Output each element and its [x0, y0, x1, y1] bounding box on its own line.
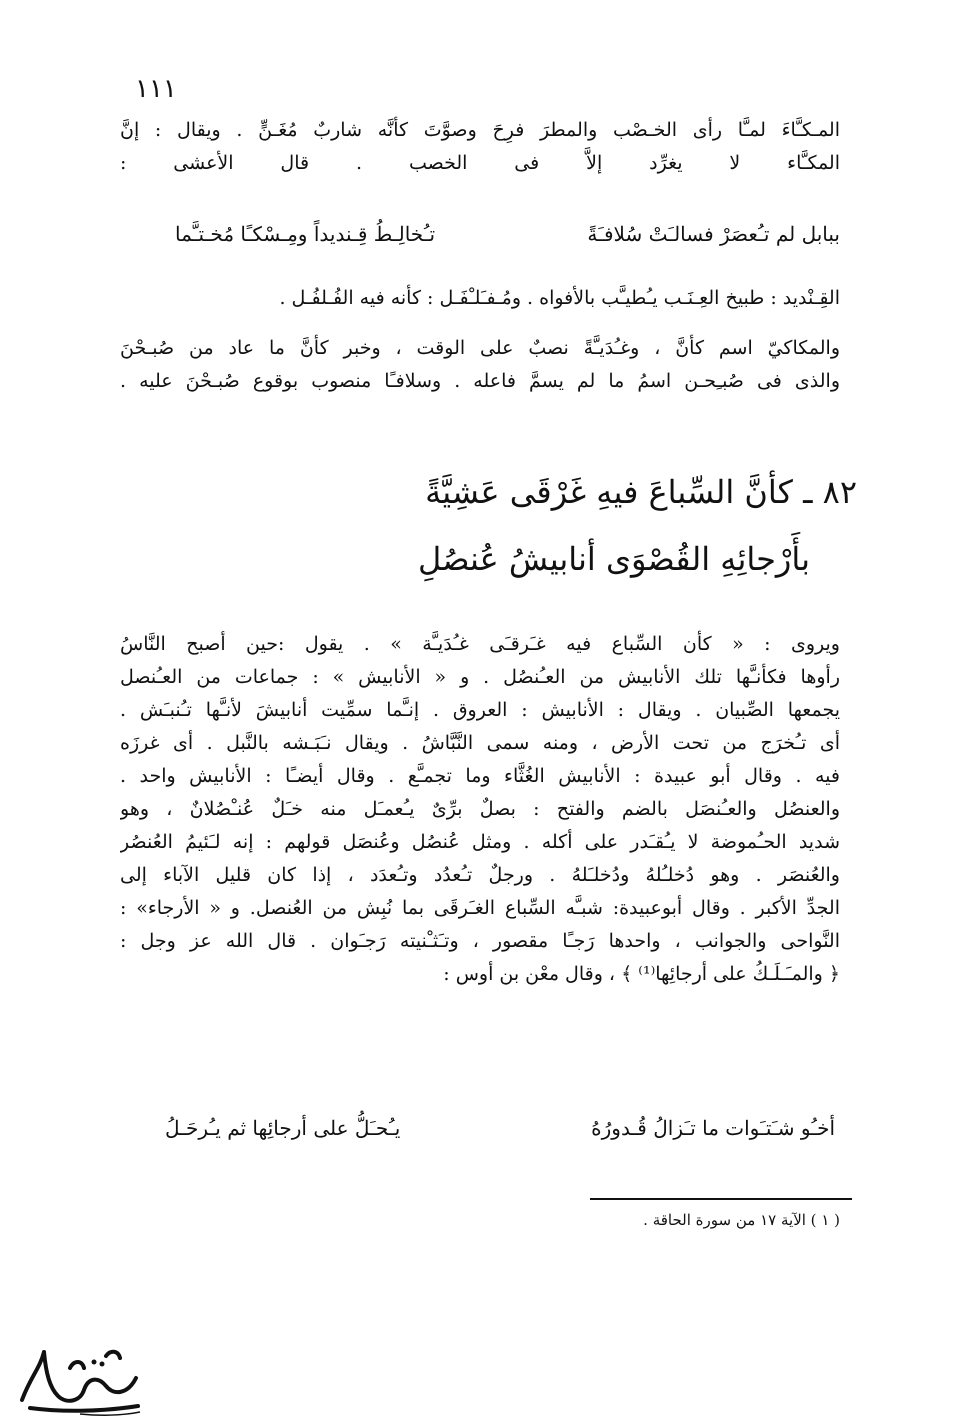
footnote: ( ١ ) الآية ١٧ من سورة الحاقة .	[643, 1211, 840, 1229]
intro-paragraph	[120, 114, 840, 180]
commentary-line: شديد الحـُموضة لا يـُقـَدر على أكله . ومثل عُنصُل وعُنصَل قولهم : إنه لـَئيمُ العُنصُر	[120, 831, 840, 853]
commentary-line: النَّواحى والجوانب ، واحدها رَجـًا مقصور ، وتـَثـْنيته رَجـَوان . قال الله عز وجل :	[120, 930, 840, 952]
grammar-line: والذى فى صُبـِحـن اسمُ ما لم يسمَّ فاعله . وسلافـًا منصوب بوقوع صُبـحْنَ عليه .	[120, 370, 840, 392]
commentary-line: فيه . وقال أبو عبيدة : الأنابيش الغُثَّاء وما تجمـَّع . وقال أيضـًا : الأنابيش واحد .	[120, 765, 840, 787]
commentary-line: الجدِّ الأكبر . وقال أبوعبيدة: شبـَّه السِّباع الغـَرقَى بما نُبِش من العُنصل. و « الأرجاء» :	[120, 897, 840, 919]
commentary-line: ﴿ والمـَـلَـكُ على أرجائِها⁽¹⁾ ﴾ ، وقال معْن بن أوس :	[443, 963, 840, 985]
poem-verse-line-1: ٨٢ ـ كأنَّ السِّباعَ فيهِ غَرْقَى عَشِيَّةً	[425, 473, 857, 511]
gloss-line: القِـنْديد : طبيخ العِـنَـب يـُطيـَّب بالأفواه . ومُـفـَلـْفَـل : كأنه فيه الفُـلفُـل .	[279, 287, 840, 309]
commentary-line: ويروى : « كأن السِّباع فيه غـَرقـَى غـُدَيـَّة » . يقول :حين أصبح النَّاسُ	[120, 633, 840, 655]
commentary-line: والعنصُل والعـُنصَل بالضم والفتح : بصلٌ برِّىٌ يـُعمـَل منه خـَلٌ عُنـْصُلانٌ ، وهو	[120, 798, 840, 820]
commentary-line: يجمعها الصِّبيان . ويقال : الأنابيش : العروق . إنـَّما سمِّيت أنابيشَ لأنـَّها تـُنبـَش .	[120, 699, 840, 721]
publisher-calligraphy-logo-icon	[10, 1338, 150, 1420]
commentary-paragraph	[120, 628, 840, 991]
poem-verse-line-2: بأَرْجائِهِ القُصْوَى أنابيشُ عُنصُلِ	[417, 540, 810, 578]
verse-second-hemistich: يـُحـَلُّ على أرجائِها ثم يـُرحَـلُ	[165, 1116, 401, 1140]
commentary-line: أى تـُخرَج من تحت الأرض ، ومنه سمى النَّبَّاشُ . ويقال نـَبَـشه بالنَّبل . أى غرزَه	[120, 732, 840, 754]
grammar-line: والمكاكيّ اسم كأنَّ ، وغـُدَيـَّةً نصبٌ على الوقت ، وخبر كأنَّ ما عاد من صُبـحْنَ	[120, 337, 840, 359]
intro-line: المكـَّاء لا يغرِّد إلاَّ فى الخصب . قال الأعشى :	[120, 152, 840, 174]
verse-first-hemistich: أخـُو شـَتـَوات ما تـَزالُ قُـدورُهُ	[591, 1116, 835, 1140]
page-number: ١١١	[135, 74, 177, 104]
verse-second-hemistich: تـُخالِـطُ قِـنديداً ومِـسْكـًا مُخـتـَّما	[175, 222, 436, 246]
commentary-line: والعُنصَر . وهو دُخلـُلهُ ودُخلـَلهُ . ورجلٌ تـُعدُد وتـُعدَد ، إذا كان قليل الآباء إلى	[120, 864, 840, 886]
footnote-divider	[590, 1198, 852, 1200]
grammar-paragraph	[120, 332, 840, 398]
intro-line: المـكـَّاءَ لمـَّا رأى الخـصْب والمطرَ فرِحَ وصوَّتَ كأنَّه شاربٌ مُغَـنٍّ . ويقال : إنَّ	[120, 119, 840, 141]
commentary-line: رأوها فكأنـَّها تلك الأنابيش من العـُنصُل . و « الأنابيش » : جماعات من العـُنصل	[120, 666, 840, 688]
verse-first-hemistich: ببابل لم تـُعصَرْ فسالـَتْ سُلافـَةً	[587, 222, 840, 246]
